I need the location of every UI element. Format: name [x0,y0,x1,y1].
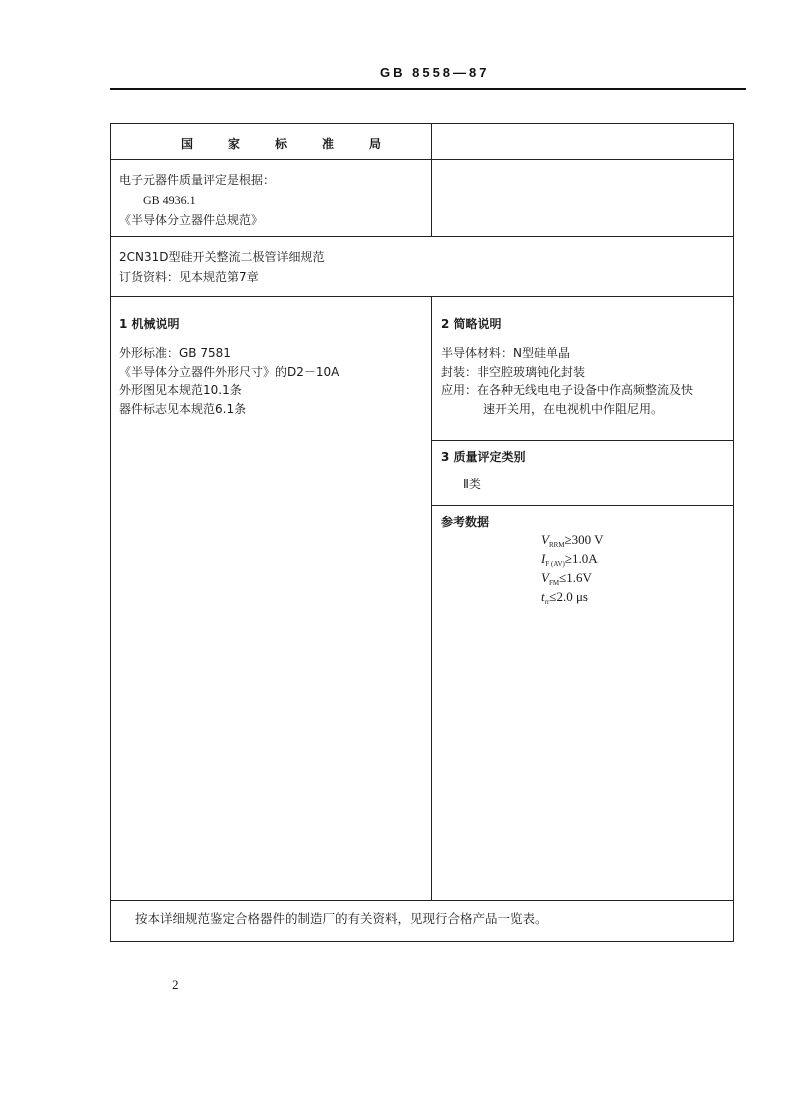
application-line: 速开关用，在电视机中作阻尼用。 [483,402,664,416]
issuing-authority: 国 家 标 准 局 [181,137,381,151]
reference-item: $t_{rr}\le 2.0$ μs [541,589,588,606]
reference-item: $V_{FM}\le 1.6V$ [541,570,592,587]
package-line: 封装：非空腔玻璃钝化封装 [441,365,586,379]
standard-code: GB 8558—87 [380,65,490,80]
row-divider [431,505,733,506]
row-divider [111,159,733,160]
row-divider [111,236,733,237]
row-divider [431,440,733,441]
header-rule [110,88,746,90]
mechanical-heading: 1 机械说明 [119,317,180,331]
footer-note: 按本详细规范鉴定合格器件的制造厂的有关资料，见现行合格产品一览表。 [135,911,548,926]
spec-title: 2CN31D型硅开关整流二极管详细规范 [119,250,325,264]
row-divider [111,296,733,297]
mechanical-line: 外形图见本规范10.1条 [119,383,242,397]
mechanical-line: 外形标准：GB 7581 [119,346,231,360]
column-divider [431,296,432,900]
basis-standard: GB 4936.1 [143,193,196,207]
brief-heading: 2 简略说明 [441,317,502,331]
quality-category: Ⅱ类 [463,477,481,491]
reference-heading: 参考数据 [441,515,490,529]
spec-table [110,123,734,942]
order-info: 订货资料：见本规范第7章 [119,270,259,284]
reference-item: $I_{F (AV)}\ge 1.0A$ [541,551,598,568]
application-line: 应用：在各种无线电电子设备中作高频整流及快 [441,383,694,397]
mechanical-line: 《半导体分立器件外形尺寸》的D2－10A [119,365,340,379]
quality-heading: 3 质量评定类别 [441,450,526,464]
basis-line: 电子元器件质量评定是根据： [119,173,276,187]
material-line: 半导体材料：N型硅单晶 [441,346,570,360]
page-number: 2 [172,977,179,992]
column-divider [431,124,432,236]
basis-title: 《半导体分立器件总规范》 [119,213,264,227]
reference-item: $V_{RRM}\ge 300$ V [541,532,604,549]
row-divider [111,900,733,901]
mechanical-line: 器件标志见本规范6.1条 [119,402,247,416]
